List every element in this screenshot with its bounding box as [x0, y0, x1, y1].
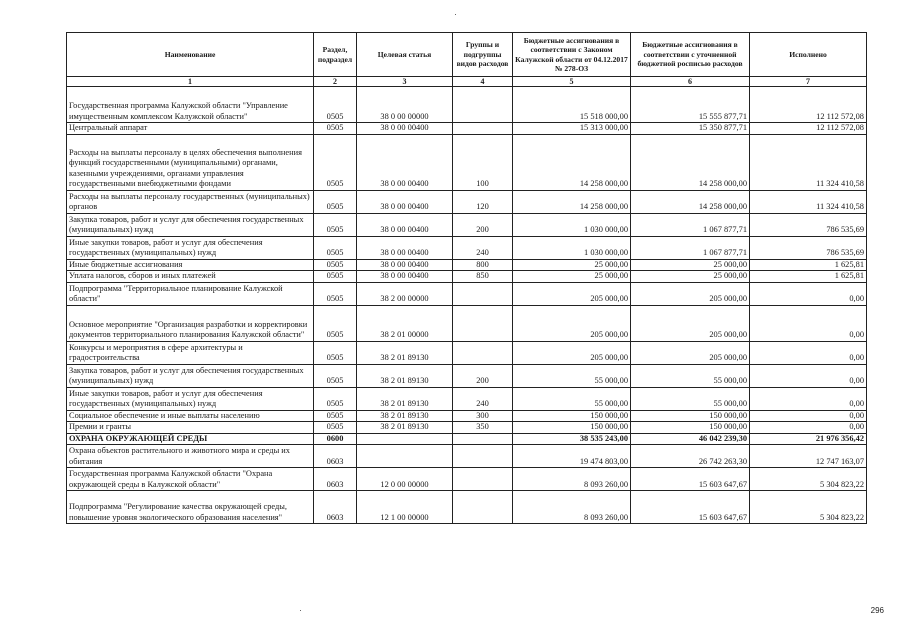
row-law-allocation: 38 535 243,00 [513, 433, 631, 445]
column-number: 6 [631, 77, 750, 87]
row-name: Иные закупки товаров, работ и услуг для обеспечения государственных (муниципальных) нужд [67, 387, 314, 410]
row-expense-group [453, 468, 513, 491]
row-expense-group [453, 305, 513, 341]
column-number-row [67, 77, 867, 87]
row-revised-allocation: 15 603 647,67 [631, 491, 750, 524]
row-section: 0505 [314, 134, 357, 190]
table-row [67, 236, 867, 259]
page-number: 296 [870, 606, 884, 615]
row-revised-allocation: 150 000,00 [631, 410, 750, 422]
row-target-article: 38 0 00 00400 [357, 190, 453, 213]
row-law-allocation: 205 000,00 [513, 305, 631, 341]
table-row [67, 364, 867, 387]
row-expense-group: 240 [453, 236, 513, 259]
row-name: Государственная программа Калужской области "Охрана окружающей среды в Калужской области" [67, 468, 314, 491]
row-target-article: 38 2 01 89130 [357, 364, 453, 387]
row-revised-allocation: 15 603 647,67 [631, 468, 750, 491]
row-target-article: 38 0 00 00000 [357, 87, 453, 123]
row-executed: 0,00 [750, 282, 867, 305]
row-section: 0505 [314, 364, 357, 387]
table-body [67, 87, 867, 524]
row-revised-allocation: 55 000,00 [631, 364, 750, 387]
row-executed: 0,00 [750, 305, 867, 341]
row-revised-allocation: 25 000,00 [631, 271, 750, 283]
row-name: Закупка товаров, работ и услуг для обеспечения государственных (муниципальных) нужд [67, 213, 314, 236]
row-revised-allocation: 1 067 877,71 [631, 236, 750, 259]
row-executed: 12 112 572,08 [750, 87, 867, 123]
scan-speck [455, 14, 456, 15]
row-expense-group: 200 [453, 213, 513, 236]
table-row [67, 341, 867, 364]
row-target-article: 38 0 00 00400 [357, 236, 453, 259]
table-row [67, 134, 867, 190]
table-row [67, 387, 867, 410]
row-target-article: 38 0 00 00400 [357, 259, 453, 271]
header-expense-group: Группы и подгруппы видов расходов [453, 33, 513, 77]
row-law-allocation: 205 000,00 [513, 341, 631, 364]
table-row [67, 410, 867, 422]
row-law-allocation: 1 030 000,00 [513, 236, 631, 259]
row-law-allocation: 8 093 260,00 [513, 491, 631, 524]
column-number: 2 [314, 77, 357, 87]
header-law-allocation: Бюджетные ассигнования в соответствии с Законом Калужской области от 04.12.2017 № 278-ОЗ [513, 33, 631, 77]
row-law-allocation: 25 000,00 [513, 259, 631, 271]
row-section: 0505 [314, 410, 357, 422]
table-row [67, 491, 867, 524]
table-row [67, 305, 867, 341]
row-executed: 1 625,81 [750, 271, 867, 283]
row-section: 0505 [314, 271, 357, 283]
row-revised-allocation: 205 000,00 [631, 341, 750, 364]
row-name: Подпрограмма "Территориальное планирование Калужской области" [67, 282, 314, 305]
row-section: 0505 [314, 213, 357, 236]
row-executed: 5 304 823,22 [750, 491, 867, 524]
row-executed: 0,00 [750, 422, 867, 434]
table-row [67, 123, 867, 135]
row-name: Расходы на выплаты персоналу в целях обеспечения выполнения функций государственными (муниципальными) органами, казенными учреждениями, органами управления государственными внебюджетными фондами [67, 134, 314, 190]
row-law-allocation: 150 000,00 [513, 410, 631, 422]
row-section: 0603 [314, 445, 357, 468]
row-expense-group: 200 [453, 364, 513, 387]
row-law-allocation: 15 313 000,00 [513, 123, 631, 135]
header-section: Раздел, подраздел [314, 33, 357, 77]
row-target-article: 38 2 01 89130 [357, 341, 453, 364]
row-name: Государственная программа Калужской области "Управление имущественным комплексом Калужской области" [67, 87, 314, 123]
table-row [67, 190, 867, 213]
row-executed: 21 976 356,42 [750, 433, 867, 445]
row-revised-allocation: 26 742 263,30 [631, 445, 750, 468]
row-target-article: 12 0 00 00000 [357, 468, 453, 491]
row-expense-group [453, 445, 513, 468]
row-law-allocation: 205 000,00 [513, 282, 631, 305]
row-name: Премии и гранты [67, 422, 314, 434]
table-row [67, 282, 867, 305]
row-section: 0505 [314, 123, 357, 135]
column-number: 3 [357, 77, 453, 87]
table-row [67, 259, 867, 271]
row-section: 0600 [314, 433, 357, 445]
row-executed: 786 535,69 [750, 236, 867, 259]
row-name: Центральный аппарат [67, 123, 314, 135]
row-revised-allocation: 55 000,00 [631, 387, 750, 410]
row-law-allocation: 1 030 000,00 [513, 213, 631, 236]
row-target-article: 38 2 01 89130 [357, 422, 453, 434]
row-name: ОХРАНА ОКРУЖАЮЩЕЙ СРЕДЫ [67, 433, 314, 445]
row-executed: 1 625,81 [750, 259, 867, 271]
row-expense-group: 800 [453, 259, 513, 271]
row-name: Закупка товаров, работ и услуг для обеспечения государственных (муниципальных) нужд [67, 364, 314, 387]
row-name: Социальное обеспечение и иные выплаты населению [67, 410, 314, 422]
row-revised-allocation: 1 067 877,71 [631, 213, 750, 236]
row-revised-allocation: 150 000,00 [631, 422, 750, 434]
row-target-article: 38 2 01 89130 [357, 410, 453, 422]
row-target-article: 38 0 00 00400 [357, 134, 453, 190]
table-row [67, 271, 867, 283]
header-executed: Исполнено [750, 33, 867, 77]
row-executed: 0,00 [750, 364, 867, 387]
row-target-article: 38 0 00 00400 [357, 123, 453, 135]
row-section: 0505 [314, 236, 357, 259]
row-revised-allocation: 14 258 000,00 [631, 134, 750, 190]
header-revised-allocation: Бюджетные ассигнования в соответствии с уточненной бюджетной росписью расходов [631, 33, 750, 77]
row-expense-group: 100 [453, 134, 513, 190]
row-law-allocation: 55 000,00 [513, 364, 631, 387]
row-law-allocation: 19 474 803,00 [513, 445, 631, 468]
row-target-article: 38 0 00 00400 [357, 213, 453, 236]
table-row [67, 433, 867, 445]
header-row [67, 33, 867, 77]
table-row [67, 87, 867, 123]
row-section: 0603 [314, 468, 357, 491]
row-target-article: 38 0 00 00400 [357, 271, 453, 283]
row-law-allocation: 25 000,00 [513, 271, 631, 283]
row-section: 0505 [314, 87, 357, 123]
row-name: Иные закупки товаров, работ и услуг для обеспечения государственных (муниципальных) нужд [67, 236, 314, 259]
row-target-article [357, 445, 453, 468]
row-law-allocation: 150 000,00 [513, 422, 631, 434]
table-row [67, 213, 867, 236]
row-name: Конкурсы и мероприятия в сфере архитектуры и градостроительства [67, 341, 314, 364]
table-row [67, 468, 867, 491]
row-target-article [357, 433, 453, 445]
row-name: Охрана объектов растительного и животного мира и среды их обитания [67, 445, 314, 468]
table-row [67, 422, 867, 434]
row-executed: 0,00 [750, 387, 867, 410]
row-name: Уплата налогов, сборов и иных платежей [67, 271, 314, 283]
row-revised-allocation: 25 000,00 [631, 259, 750, 271]
row-expense-group [453, 491, 513, 524]
row-law-allocation: 14 258 000,00 [513, 134, 631, 190]
column-number: 1 [67, 77, 314, 87]
table-row [67, 445, 867, 468]
row-target-article: 38 2 01 89130 [357, 387, 453, 410]
row-target-article: 38 2 01 00000 [357, 305, 453, 341]
row-expense-group: 850 [453, 271, 513, 283]
row-name: Подпрограмма "Регулирование качества окружающей среды, повышение уровня экологического образования населения" [67, 491, 314, 524]
row-section: 0603 [314, 491, 357, 524]
row-section: 0505 [314, 190, 357, 213]
row-expense-group [453, 87, 513, 123]
row-executed: 0,00 [750, 341, 867, 364]
row-expense-group: 240 [453, 387, 513, 410]
row-expense-group [453, 433, 513, 445]
header-target-article: Целевая статья [357, 33, 453, 77]
row-section: 0505 [314, 341, 357, 364]
row-section: 0505 [314, 282, 357, 305]
row-revised-allocation: 15 350 877,71 [631, 123, 750, 135]
row-executed: 11 324 410,58 [750, 190, 867, 213]
row-expense-group: 350 [453, 422, 513, 434]
row-law-allocation: 14 258 000,00 [513, 190, 631, 213]
row-revised-allocation: 14 258 000,00 [631, 190, 750, 213]
column-number: 4 [453, 77, 513, 87]
column-number: 7 [750, 77, 867, 87]
header-name: Наименование [67, 33, 314, 77]
row-name: Расходы на выплаты персоналу государственных (муниципальных) органов [67, 190, 314, 213]
row-executed: 12 747 163,07 [750, 445, 867, 468]
budget-table [66, 32, 867, 524]
row-section: 0505 [314, 387, 357, 410]
row-expense-group: 120 [453, 190, 513, 213]
row-expense-group [453, 282, 513, 305]
column-number: 5 [513, 77, 631, 87]
row-revised-allocation: 15 555 877,71 [631, 87, 750, 123]
row-executed: 12 112 572,08 [750, 123, 867, 135]
row-executed: 786 535,69 [750, 213, 867, 236]
row-target-article: 38 2 00 00000 [357, 282, 453, 305]
row-section: 0505 [314, 259, 357, 271]
row-executed: 0,00 [750, 410, 867, 422]
row-revised-allocation: 205 000,00 [631, 305, 750, 341]
row-target-article: 12 1 00 00000 [357, 491, 453, 524]
row-revised-allocation: 205 000,00 [631, 282, 750, 305]
row-law-allocation: 8 093 260,00 [513, 468, 631, 491]
row-expense-group [453, 123, 513, 135]
row-revised-allocation: 46 042 239,30 [631, 433, 750, 445]
row-name: Основное мероприятие "Организация разработки и корректировки документов территориального планирования Калужской области" [67, 305, 314, 341]
row-expense-group [453, 341, 513, 364]
row-law-allocation: 55 000,00 [513, 387, 631, 410]
row-law-allocation: 15 518 000,00 [513, 87, 631, 123]
row-section: 0505 [314, 305, 357, 341]
row-executed: 11 324 410,58 [750, 134, 867, 190]
scan-speck [300, 610, 301, 611]
row-expense-group: 300 [453, 410, 513, 422]
row-section: 0505 [314, 422, 357, 434]
row-executed: 5 304 823,22 [750, 468, 867, 491]
row-name: Иные бюджетные ассигнования [67, 259, 314, 271]
